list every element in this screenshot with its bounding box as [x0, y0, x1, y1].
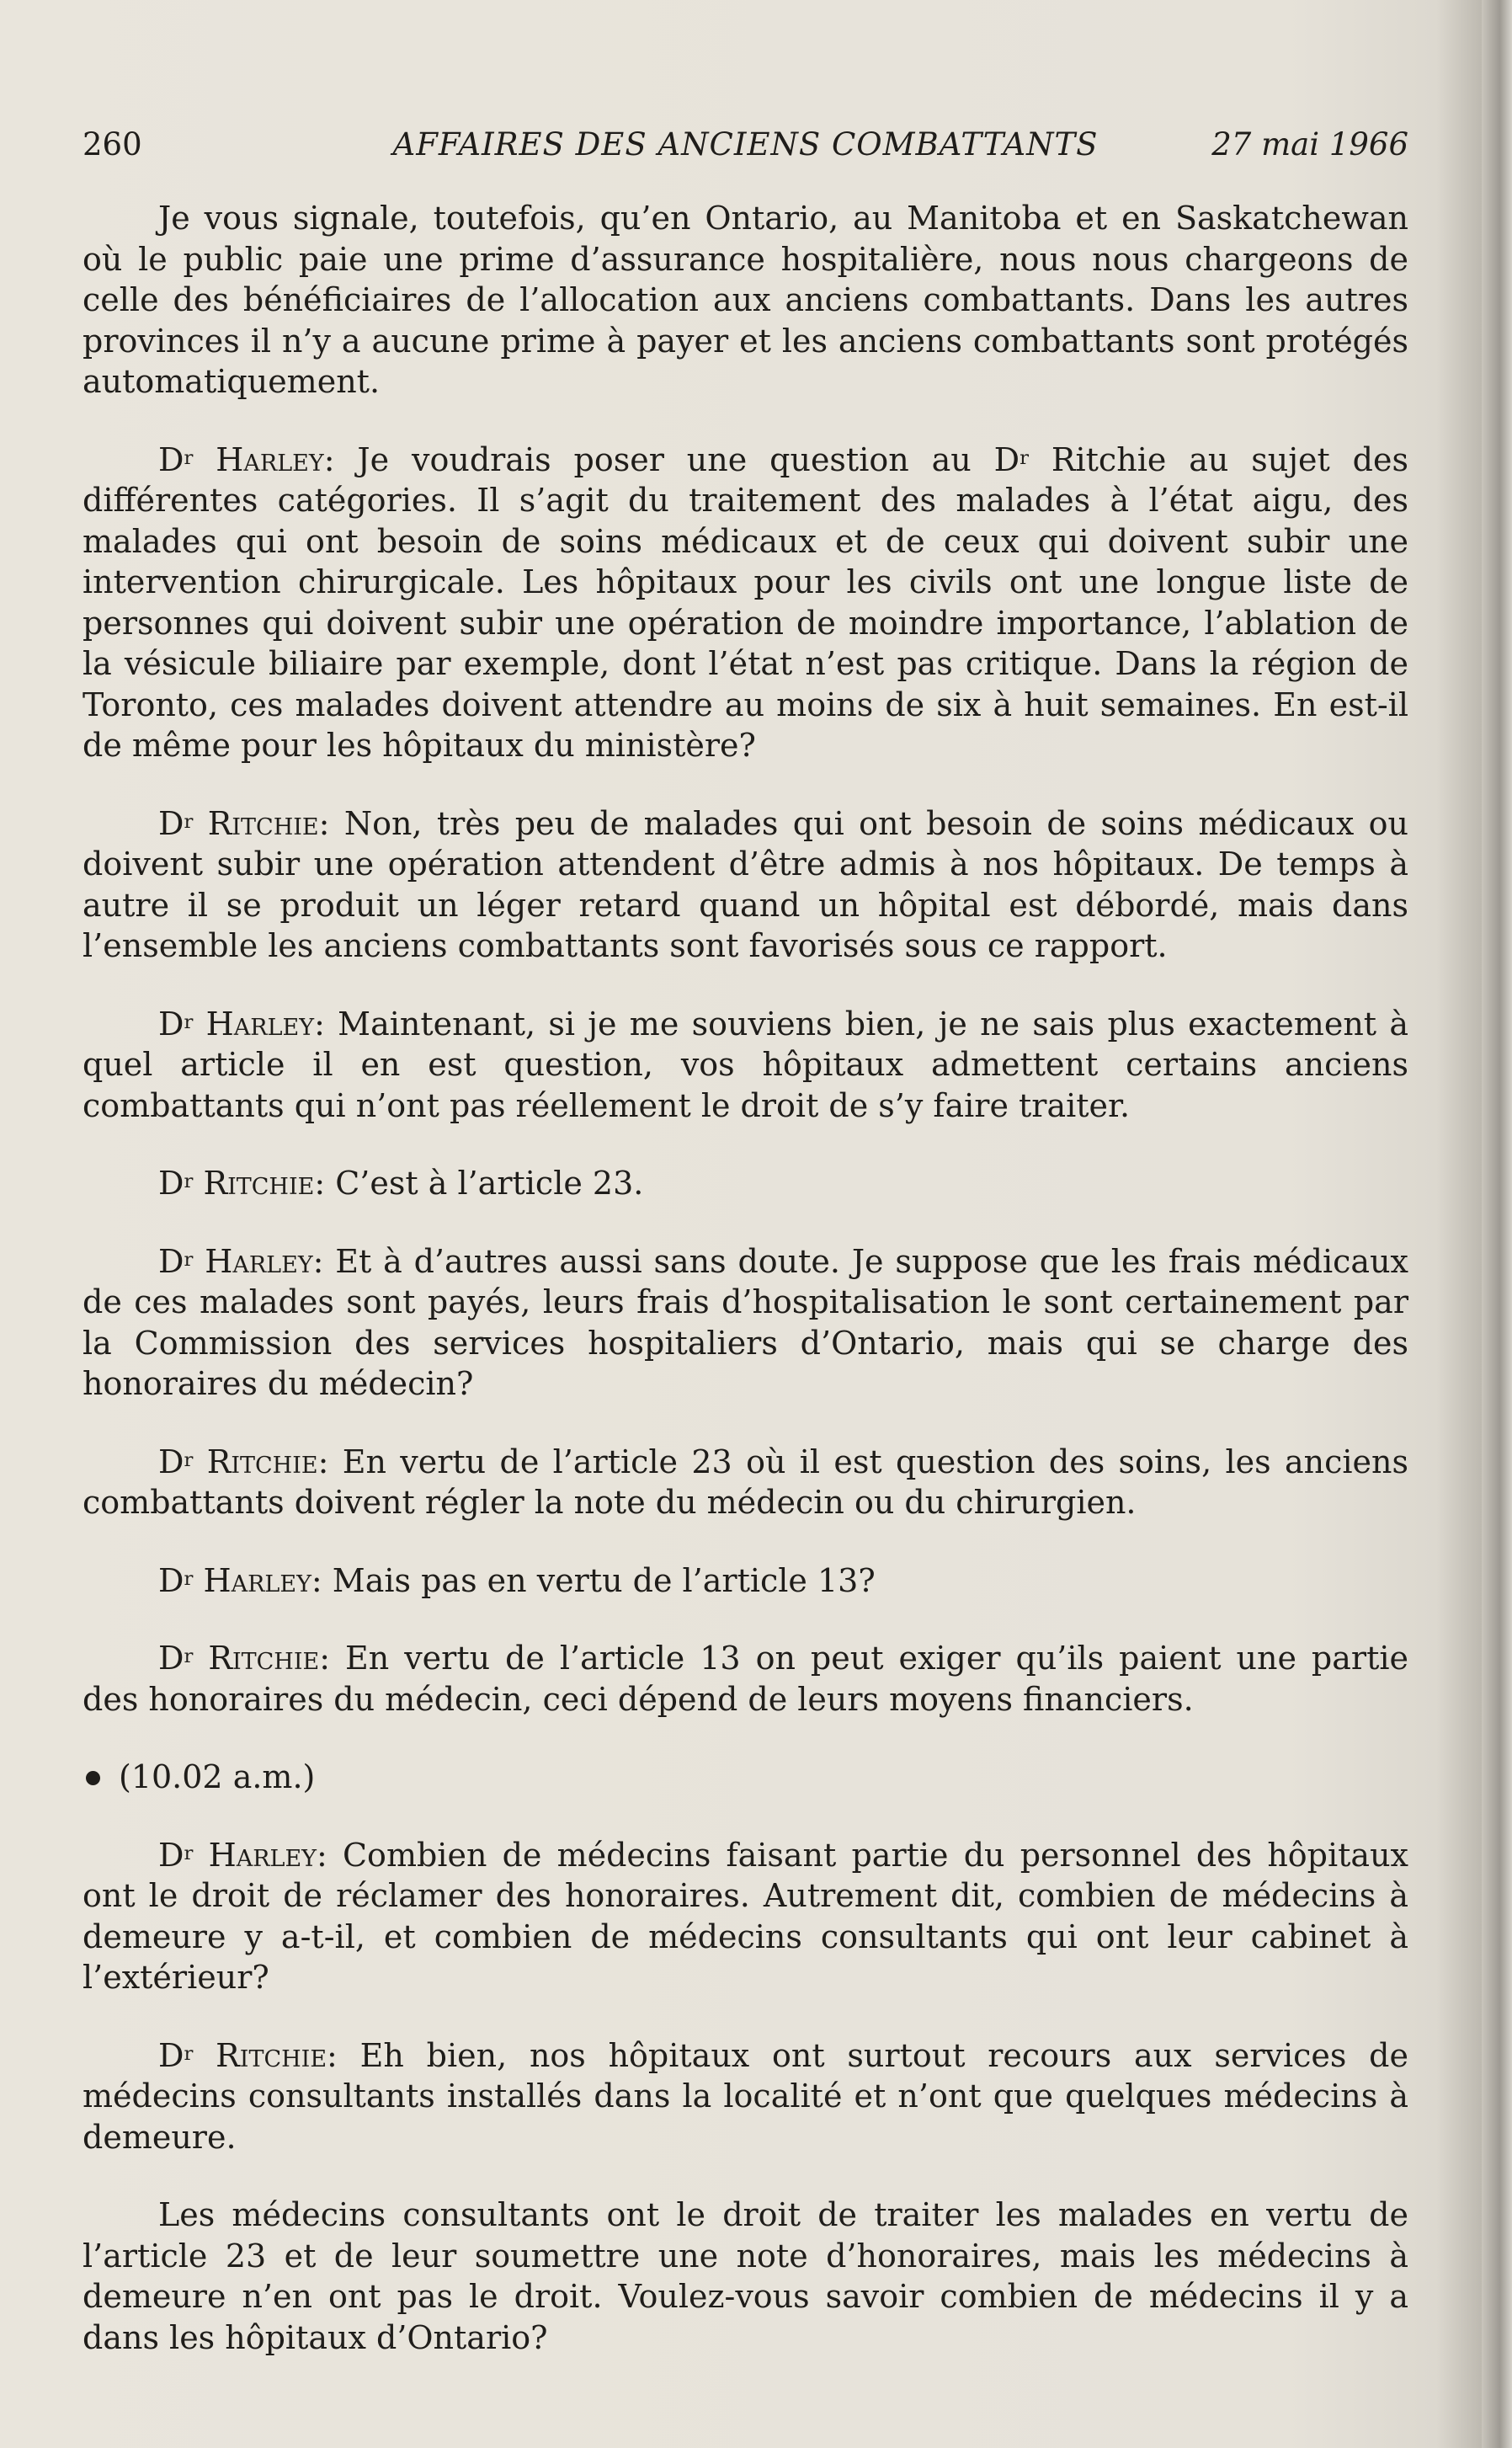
speaker: $D^r$ Ritchie [158, 1640, 320, 1677]
speaker: $D^r$ Harley [158, 1242, 313, 1280]
bullet-icon [86, 1771, 100, 1785]
paragraph: $D^r$ Ritchie: Eh bien, nos hôpitaux ont surtout recours aux services de médecins consultants installés dans la localité et n’ont que quelques médecins à demeure. [83, 2036, 1408, 2156]
book-gutter [1482, 0, 1512, 2448]
body-text [83, 198, 1408, 2395]
speaker: $D^r$ Harley [158, 1561, 311, 1599]
speaker: $D^r$ Ritchie [158, 804, 319, 842]
paragraph: $D^r$ Ritchie: C’est à l’article 23. [158, 1165, 644, 1202]
paragraph: Je vous signale, toutefois, qu’en Ontario, au Manitoba et en Saskatchewan où le public paie une prime d’assurance hospitalière, nous nous chargeons de celle des bénéficiaires de l’allocation aux anciens combattants. Dans les autres provinces il n’y a aucune prime à payer et les anciens combattants sont protégés automatiquement. [83, 200, 1408, 400]
speaker: $D^r$ Ritchie [158, 2036, 327, 2074]
running-title: AFFAIRES DES ANCIENS COMBATTANTS [392, 126, 1099, 163]
paragraph: $D^r$ Ritchie: En vertu de l’article 13 on peut exiger qu’ils paient une partie des honoraires du médecin, ceci dépend de leurs moyens financiers. [83, 1640, 1408, 1718]
speaker: $D^r$ Ritchie [158, 1443, 318, 1480]
paragraph: Les médecins consultants ont le droit de traiter les malades en vertu de l’article 23 et de leur soumettre une note d’honoraires, mais les médecins à demeure n’en ont pas le droit. Voulez-vous savoir combien de médecins il y a dans les hôpitaux d’Ontario? [83, 2196, 1408, 2356]
page-number: 260 [83, 126, 142, 163]
header-date: 27 mai 1966 [1211, 126, 1408, 163]
page-header [83, 126, 1408, 177]
time-marker: (10.02 a.m.) [83, 1757, 1408, 1798]
speaker: $D^r$ Harley [158, 1005, 315, 1043]
paragraph: $D^r$ Harley: Je voudrais poser une question au $D^r$ Ritchie au sujet des différentes catégories. Il s’agit du traitement des malades à l’état aigu, des malades qui ont besoin de soins médicaux et de ceux qui doivent subir une intervention chirurgicale. Les hôpitaux pour les civils ont une longue liste de personnes qui doivent subir une opération de moindre importance, l’ablation de la vésicule biliaire par exemple, dont l’état n’est pas critique. Dans la région de Toronto, ces malades doivent attendre au moins de six à huit semaines. En est-il de même pour les hôpitaux du ministère? [83, 440, 1408, 764]
speaker: $D^r$ Ritchie [158, 1165, 315, 1202]
speaker: $D^r$ Harley [158, 1836, 317, 1874]
speaker: $D^r$ Harley [158, 440, 324, 478]
paragraph: $D^r$ Harley: Et à d’autres aussi sans doute. Je suppose que les frais médicaux de ces malades sont payés, leurs frais d’hospitalisation le sont certainement par la Commission des services hospitaliers d’Ontario, mais qui se charge des honoraires du médecin? [83, 1242, 1408, 1402]
paragraph: $D^r$ Ritchie: Non, très peu de malades qui ont besoin de soins médicaux ou doivent subir une opération attendent d’être admis à nos hôpitaux. De temps à autre il se produit un léger retard quand un hôpital est débordé, mais dans l’ensemble les anciens combattants sont favorisés sous ce rapport. [83, 804, 1408, 964]
paragraph: $D^r$ Harley: Combien de médecins faisant partie du personnel des hôpitaux ont le droit de réclamer des honoraires. Autrement dit, combien de médecins à demeure y a-t-il, et combien de médecins consultants qui ont leur cabinet à l’extérieur? [83, 1836, 1408, 1996]
paragraph: $D^r$ Harley: Mais pas en vertu de l’article 13? [158, 1561, 876, 1599]
paragraph: $D^r$ Ritchie: En vertu de l’article 23 où il est question des soins, les anciens combattants doivent régler la note du médecin ou du chirurgien. [83, 1443, 1408, 1521]
paragraph: $D^r$ Harley: Maintenant, si je me souviens bien, je ne sais plus exactement à quel article il en est question, vos hôpitaux admettent certains anciens combattants qui n’ont pas réellement le droit de s’y faire traiter. [83, 1005, 1408, 1124]
